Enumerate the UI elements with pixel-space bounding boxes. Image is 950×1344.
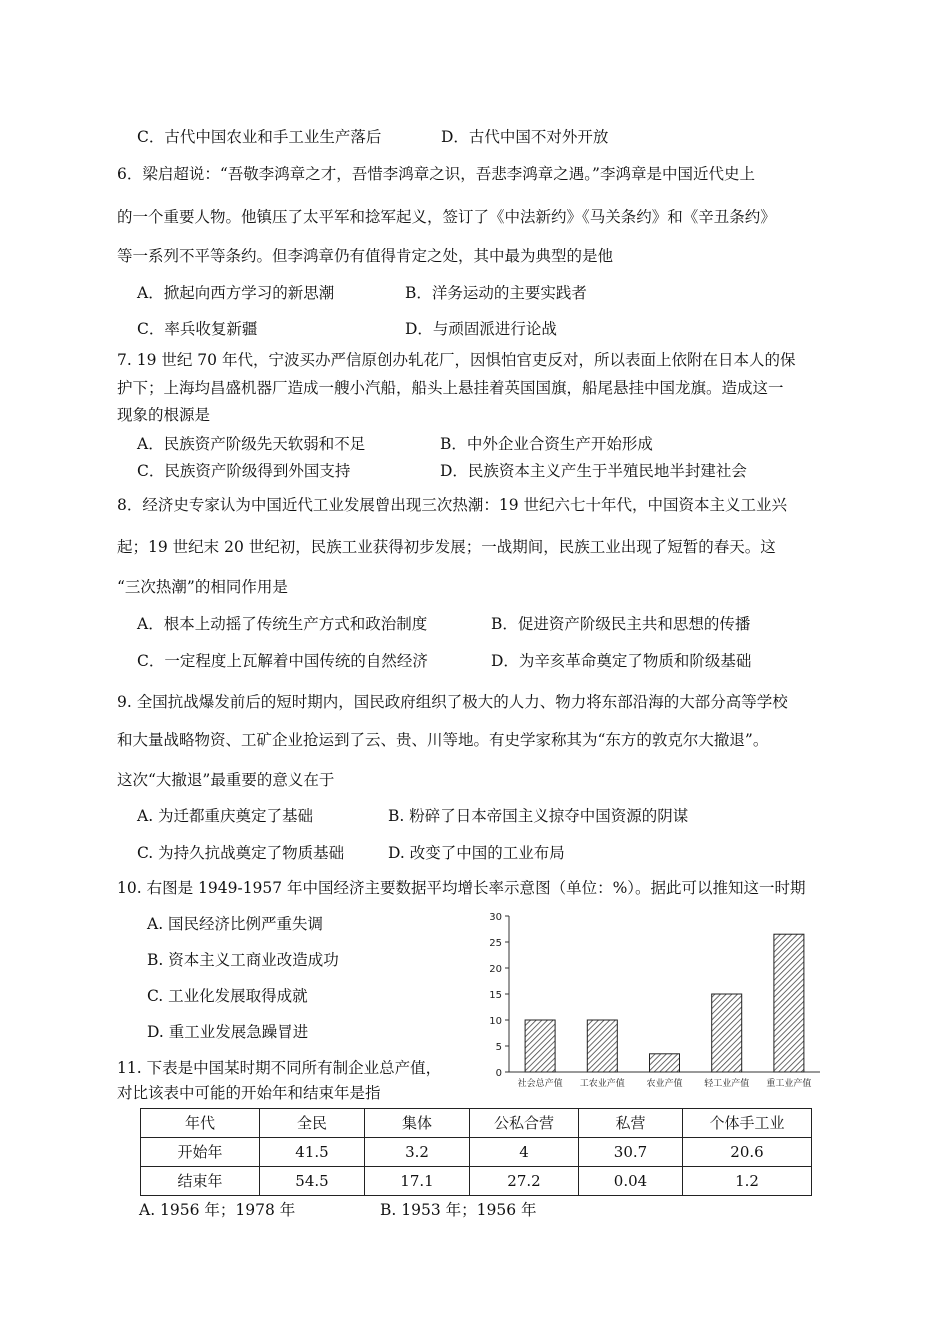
x-tick-label: 工农业产值: [579, 1079, 625, 1089]
bar: [712, 994, 742, 1072]
q7-stem-line-1: 7. 19 世纪 70 年代，宁波买办严信原创办轧花厂，因惧怕官吏反对，所以表面上依附在日本人的保: [117, 351, 796, 369]
growth-rate-bar-chart: [478, 908, 823, 1093]
table-cell: 结束年: [141, 1167, 260, 1196]
table-row: [141, 1167, 812, 1196]
q8-stem-line-3: “三次热潮”的相同作用是: [117, 578, 288, 596]
table-header-row: [141, 1109, 812, 1138]
q9-option-a: A. 为迁都重庆奠定了基础: [137, 807, 314, 825]
bar: [525, 1020, 555, 1072]
q5-option-d: D．古代中国不对外开放: [441, 128, 609, 146]
q7-stem-line-2: 护下；上海均昌盛机器厂造成一艘小汽船，船头上悬挂着英国国旗，船尾悬挂中国龙旗。造成这一: [117, 379, 784, 397]
table-cell: 1.2: [683, 1167, 812, 1196]
y-tick-label: 20: [489, 964, 502, 975]
q7-option-a: A．民族资产阶级先天软弱和不足: [137, 435, 366, 453]
q7-option-b: B．中外企业合资生产开始形成: [440, 435, 653, 453]
table-cell: 41.5: [260, 1138, 365, 1167]
y-tick-label: 10: [489, 1016, 502, 1027]
table-cell: 17.1: [365, 1167, 470, 1196]
q9-option-c: C. 为持久抗战奠定了物质基础: [137, 844, 345, 862]
chart-bars: [525, 934, 804, 1072]
q7-option-d: D．民族资本主义产生于半殖民地半封建社会: [440, 462, 747, 480]
table-header-cell: 个体手工业: [683, 1109, 812, 1138]
q10-option-c: C. 工业化发展取得成就: [147, 987, 308, 1005]
x-tick-label: 农业产值: [646, 1079, 683, 1089]
q10-option-b: B. 资本主义工商业改造成功: [147, 951, 339, 969]
q11-stem-line-2: 对比该表中可能的开始年和结束年是指: [117, 1084, 381, 1102]
q11-stem-line-1: 11. 下表是中国某时期不同所有制企业总产值，: [117, 1059, 442, 1077]
enterprise-output-table: [140, 1108, 812, 1196]
q8-option-d: D．为辛亥革命奠定了物质和阶级基础: [491, 652, 752, 670]
q8-option-a: A．根本上动摇了传统生产方式和政治制度: [137, 615, 428, 633]
bar: [587, 1020, 617, 1072]
q11-option-a: A. 1956 年；1978 年: [139, 1201, 296, 1219]
q6-option-c: C．率兵收复新疆: [137, 320, 258, 338]
x-tick-label: 轻工业产值: [704, 1079, 750, 1089]
q6-option-d: D．与顽固派进行论战: [405, 320, 557, 338]
table-cell: 27.2: [470, 1167, 579, 1196]
q7-option-c: C．民族资产阶级得到外国支持: [137, 462, 351, 480]
q8-stem-line-1: 8．经济史专家认为中国近代工业发展曾出现三次热潮：19 世纪六七十年代，中国资本主义工业兴: [117, 496, 788, 514]
bar: [774, 934, 804, 1072]
q11-option-b: B. 1953 年；1956 年: [380, 1201, 537, 1219]
q9-option-d: D. 改变了中国的工业布局: [388, 844, 565, 862]
x-tick-label: 社会总产值: [517, 1079, 563, 1089]
y-tick-label: 15: [489, 990, 502, 1001]
table-header-cell: 私营: [579, 1109, 683, 1138]
q8-option-c: C．一定程度上瓦解着中国传统的自然经济: [137, 652, 428, 670]
q6-stem-line-2: 的一个重要人物。他镇压了太平军和捻军起义，签订了《中法新约》《马关条约》和《辛丑条约》: [117, 208, 776, 226]
q8-option-b: B．促进资产阶级民主共和思想的传播: [491, 615, 751, 633]
q9-option-b: B. 粉碎了日本帝国主义掠夺中国资源的阴谋: [388, 807, 689, 825]
q9-stem-line-2: 和大量战略物资、工矿企业抢运到了云、贵、川等地。有史学家称其为“东方的敦克尔大撤退”。: [117, 731, 769, 749]
bar: [650, 1054, 680, 1072]
q6-option-a: A．掀起向西方学习的新思潮: [137, 284, 335, 302]
table-cell: 20.6: [683, 1138, 812, 1167]
q10-stem: 10. 右图是 1949-1957 年中国经济主要数据平均增长率示意图（单位：%）。据此可以推知这一时期: [117, 879, 806, 897]
q5-option-c: C．古代中国农业和手工业生产落后: [137, 128, 382, 146]
table-cell: 3.2: [365, 1138, 470, 1167]
table-cell: 54.5: [260, 1167, 365, 1196]
q10-option-a: A. 国民经济比例严重失调: [147, 915, 324, 933]
y-tick-label: 25: [489, 938, 502, 949]
table-cell: 开始年: [141, 1138, 260, 1167]
table-row: [141, 1138, 812, 1167]
table-cell: 0.04: [579, 1167, 683, 1196]
q7-stem-line-3: 现象的根源是: [117, 406, 211, 424]
y-tick-label: 30: [489, 912, 502, 923]
y-tick-label: 5: [495, 1042, 502, 1053]
table-header-cell: 公私合营: [470, 1109, 579, 1138]
table-header-cell: 年代: [141, 1109, 260, 1138]
q6-stem-line-3: 等一系列不平等条约。但李鸿章仍有值得肯定之处，其中最为典型的是他: [117, 247, 614, 265]
x-tick-label: 重工业产值: [766, 1079, 812, 1089]
table-cell: 30.7: [579, 1138, 683, 1167]
q8-stem-line-2: 起；19 世纪末 20 世纪初，民族工业获得初步发展；一战期间，民族工业出现了短暂的春天。这: [117, 538, 776, 556]
y-tick-label: 0: [495, 1068, 502, 1079]
q6-option-b: B．洋务运动的主要实践者: [405, 284, 587, 302]
q10-option-d: D. 重工业发展急躁冒进: [147, 1023, 309, 1041]
table-header-cell: 集体: [365, 1109, 470, 1138]
q9-stem-line-1: 9. 全国抗战爆发前后的短时期内，国民政府组织了极大的人力、物力将东部沿海的大部分高等学校: [117, 693, 788, 711]
table-header-cell: 全民: [260, 1109, 365, 1138]
q6-stem-line-1: 6．梁启超说：“吾敬李鸿章之才，吾惜李鸿章之识，吾悲李鸿章之遇。”李鸿章是中国近代史上: [117, 165, 755, 183]
table-cell: 4: [470, 1138, 579, 1167]
q9-stem-line-3: 这次“大撤退”最重要的意义在于: [117, 771, 335, 789]
